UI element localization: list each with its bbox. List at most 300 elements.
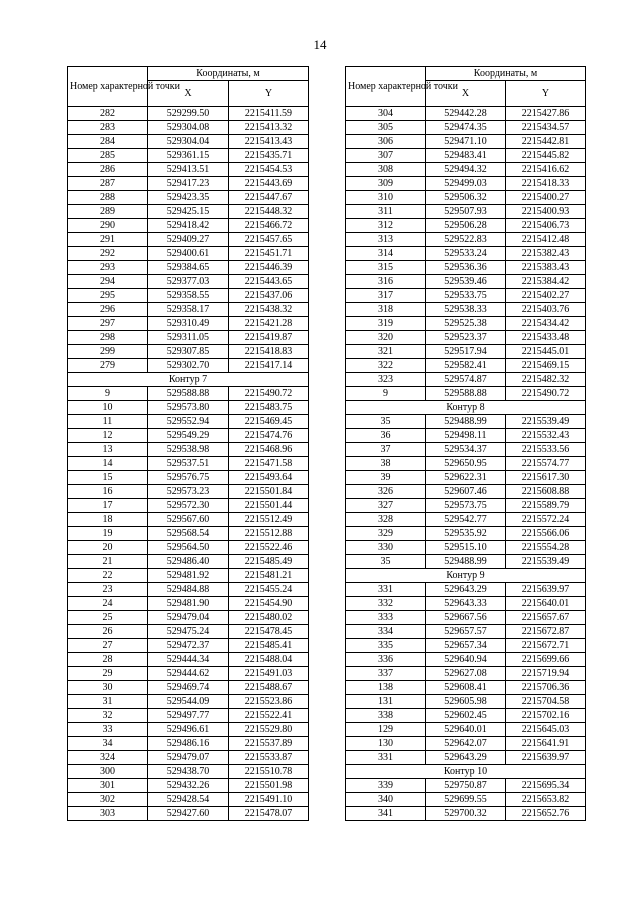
- y-cell: 2215488.04: [229, 653, 309, 667]
- point-number-cell: 28: [68, 653, 148, 667]
- y-cell: 2215471.58: [229, 457, 309, 471]
- y-cell: 2215702.16: [506, 709, 586, 723]
- point-number-cell: 290: [68, 219, 148, 233]
- x-cell: 529608.41: [426, 681, 506, 695]
- x-cell: 529498.11: [426, 429, 506, 443]
- table-row: [346, 541, 586, 555]
- y-cell: 2215443.65: [229, 275, 309, 289]
- point-number-cell: 25: [68, 611, 148, 625]
- x-cell: 529573.23: [148, 485, 229, 499]
- table-row: [346, 121, 586, 135]
- point-number-cell: 27: [68, 639, 148, 653]
- table-row: [346, 303, 586, 317]
- y-cell: 2215640.01: [506, 597, 586, 611]
- point-number-cell: 330: [346, 541, 426, 555]
- x-cell: 529533.75: [426, 289, 506, 303]
- table-row: [68, 401, 309, 415]
- table-row: [346, 359, 586, 373]
- y-cell: 2215434.57: [506, 121, 586, 135]
- y-cell: 2215402.27: [506, 289, 586, 303]
- y-cell: 2215641.91: [506, 737, 586, 751]
- y-cell: 2215537.89: [229, 737, 309, 751]
- y-cell: 2215434.42: [506, 317, 586, 331]
- table-row: [68, 513, 309, 527]
- y-cell: 2215413.32: [229, 121, 309, 135]
- x-cell: 529507.93: [426, 205, 506, 219]
- y-cell: 2215639.97: [506, 751, 586, 765]
- x-cell: 529483.41: [426, 149, 506, 163]
- table-row: [346, 331, 586, 345]
- point-number-cell: 309: [346, 177, 426, 191]
- x-cell: 529640.01: [426, 723, 506, 737]
- x-cell: 529549.29: [148, 429, 229, 443]
- table-row: [68, 233, 309, 247]
- point-number-cell: 23: [68, 583, 148, 597]
- point-number-cell: 22: [68, 569, 148, 583]
- table-row: [68, 135, 309, 149]
- y-cell: 2215653.82: [506, 793, 586, 807]
- y-cell: 2215522.41: [229, 709, 309, 723]
- table-row: [68, 247, 309, 261]
- point-number-cell: 37: [346, 443, 426, 457]
- y-cell: 2215412.48: [506, 233, 586, 247]
- x-cell: 529536.36: [426, 261, 506, 275]
- y-cell: 2215490.72: [506, 387, 586, 401]
- table-row: [346, 709, 586, 723]
- point-number-cell: 295: [68, 289, 148, 303]
- x-cell: 529432.26: [148, 779, 229, 793]
- point-number-cell: 298: [68, 331, 148, 345]
- table-row: [346, 779, 586, 793]
- x-cell: 529750.87: [426, 779, 506, 793]
- x-cell: 529588.88: [148, 387, 229, 401]
- y-cell: 2215589.79: [506, 499, 586, 513]
- x-cell: 529517.94: [426, 345, 506, 359]
- x-cell: 529657.57: [426, 625, 506, 639]
- point-number-cell: 284: [68, 135, 148, 149]
- point-number-cell: 339: [346, 779, 426, 793]
- point-number-cell: 334: [346, 625, 426, 639]
- y-cell: 2215384.42: [506, 275, 586, 289]
- point-number-cell: 329: [346, 527, 426, 541]
- point-number-cell: 341: [346, 807, 426, 821]
- y-cell: 2215421.28: [229, 317, 309, 331]
- coordinates-header: Координаты, м: [148, 67, 309, 81]
- x-cell: 529515.10: [426, 541, 506, 555]
- table-row: [346, 345, 586, 359]
- point-number-cell: 327: [346, 499, 426, 513]
- point-number-cell: 340: [346, 793, 426, 807]
- x-cell: 529643.29: [426, 751, 506, 765]
- x-cell: 529358.55: [148, 289, 229, 303]
- table-row: [68, 261, 309, 275]
- point-number-cell: 311: [346, 205, 426, 219]
- table-row: [346, 611, 586, 625]
- x-cell: 529418.42: [148, 219, 229, 233]
- x-cell: 529427.60: [148, 807, 229, 821]
- x-cell: 529533.24: [426, 247, 506, 261]
- x-cell: 529537.51: [148, 457, 229, 471]
- table-row: [346, 625, 586, 639]
- table-row: [346, 681, 586, 695]
- table-row: [68, 429, 309, 443]
- table-row: [68, 289, 309, 303]
- point-number-cell: 289: [68, 205, 148, 219]
- y-cell: 2215427.86: [506, 107, 586, 121]
- point-number-cell: 323: [346, 373, 426, 387]
- contour-row: [346, 765, 586, 779]
- coordinates-header: Координаты, м: [426, 67, 586, 81]
- point-number-cell: 138: [346, 681, 426, 695]
- point-number-cell: 35: [346, 555, 426, 569]
- table-row: [68, 205, 309, 219]
- y-cell: 2215501.44: [229, 499, 309, 513]
- y-cell: 2215491.03: [229, 667, 309, 681]
- table-row: [68, 709, 309, 723]
- y-cell: 2215566.06: [506, 527, 586, 541]
- x-cell: 529538.33: [426, 303, 506, 317]
- table-row: [68, 331, 309, 345]
- point-number-cell: 332: [346, 597, 426, 611]
- contour-title: Контур 9: [346, 569, 586, 583]
- point-number-cell: 32: [68, 709, 148, 723]
- x-cell: 529552.94: [148, 415, 229, 429]
- point-number-cell: 322: [346, 359, 426, 373]
- x-cell: 529538.98: [148, 443, 229, 457]
- point-number-cell: 35: [346, 415, 426, 429]
- x-cell: 529657.34: [426, 639, 506, 653]
- table-row: [346, 751, 586, 765]
- point-number-cell: 321: [346, 345, 426, 359]
- table-row: [68, 541, 309, 555]
- x-cell: 529413.51: [148, 163, 229, 177]
- point-number-cell: 12: [68, 429, 148, 443]
- x-cell: 529361.15: [148, 149, 229, 163]
- y-cell: 2215488.67: [229, 681, 309, 695]
- y-cell: 2215554.28: [506, 541, 586, 555]
- point-number-cell: 337: [346, 667, 426, 681]
- point-number-cell: 317: [346, 289, 426, 303]
- x-header: X: [148, 81, 229, 107]
- y-cell: 2215438.32: [229, 303, 309, 317]
- x-cell: 529307.85: [148, 345, 229, 359]
- y-cell: 2215532.43: [506, 429, 586, 443]
- x-cell: 529700.32: [426, 807, 506, 821]
- x-cell: 529650.95: [426, 457, 506, 471]
- point-number-cell: 16: [68, 485, 148, 499]
- y-cell: 2215451.71: [229, 247, 309, 261]
- x-cell: 529302.70: [148, 359, 229, 373]
- point-number-cell: 328: [346, 513, 426, 527]
- x-cell: 529479.07: [148, 751, 229, 765]
- point-number-cell: 303: [68, 807, 148, 821]
- point-number-cell: 310: [346, 191, 426, 205]
- x-cell: 529535.92: [426, 527, 506, 541]
- table-row: [346, 275, 586, 289]
- x-cell: 529576.75: [148, 471, 229, 485]
- table-row: [346, 457, 586, 471]
- y-cell: 2215383.43: [506, 261, 586, 275]
- x-cell: 529564.50: [148, 541, 229, 555]
- x-cell: 529667.56: [426, 611, 506, 625]
- point-number-cell: 292: [68, 247, 148, 261]
- y-cell: 2215418.33: [506, 177, 586, 191]
- x-cell: 529304.08: [148, 121, 229, 135]
- y-cell: 2215522.46: [229, 541, 309, 555]
- x-cell: 529494.32: [426, 163, 506, 177]
- point-number-header: Номер характерной точки: [68, 67, 148, 107]
- x-cell: 529542.77: [426, 513, 506, 527]
- point-number-cell: 279: [68, 359, 148, 373]
- table-row: [68, 765, 309, 779]
- table-row: [346, 373, 586, 387]
- table-row: [346, 429, 586, 443]
- y-cell: 2215417.14: [229, 359, 309, 373]
- y-cell: 2215645.03: [506, 723, 586, 737]
- point-number-cell: 11: [68, 415, 148, 429]
- x-cell: 529544.09: [148, 695, 229, 709]
- x-cell: 529481.92: [148, 569, 229, 583]
- x-cell: 529568.54: [148, 527, 229, 541]
- table-row: [346, 177, 586, 191]
- y-cell: 2215447.67: [229, 191, 309, 205]
- x-cell: 529539.46: [426, 275, 506, 289]
- y-cell: 2215510.78: [229, 765, 309, 779]
- x-cell: 529481.90: [148, 597, 229, 611]
- y-cell: 2215469.15: [506, 359, 586, 373]
- y-cell: 2215608.88: [506, 485, 586, 499]
- x-cell: 529423.35: [148, 191, 229, 205]
- table-row: [346, 135, 586, 149]
- point-number-cell: 312: [346, 219, 426, 233]
- x-cell: 529425.15: [148, 205, 229, 219]
- point-number-cell: 24: [68, 597, 148, 611]
- table-row: [346, 499, 586, 513]
- y-cell: 2215672.71: [506, 639, 586, 653]
- table-row: [68, 751, 309, 765]
- x-cell: 529622.31: [426, 471, 506, 485]
- y-cell: 2215400.93: [506, 205, 586, 219]
- y-cell: 2215406.73: [506, 219, 586, 233]
- x-cell: 529642.07: [426, 737, 506, 751]
- table-row: [68, 793, 309, 807]
- x-cell: 529534.37: [426, 443, 506, 457]
- x-cell: 529499.03: [426, 177, 506, 191]
- y-cell: 2215539.49: [506, 415, 586, 429]
- point-number-cell: 333: [346, 611, 426, 625]
- table-row: [68, 499, 309, 513]
- table-row: [346, 485, 586, 499]
- point-number-cell: 307: [346, 149, 426, 163]
- x-cell: 529475.24: [148, 625, 229, 639]
- y-cell: 2215382.43: [506, 247, 586, 261]
- point-number-cell: 288: [68, 191, 148, 205]
- y-cell: 2215413.43: [229, 135, 309, 149]
- table-row: [68, 737, 309, 751]
- page-number: 14: [313, 37, 327, 52]
- table-row: [68, 163, 309, 177]
- table-row: [68, 191, 309, 205]
- point-number-cell: 315: [346, 261, 426, 275]
- point-number-cell: 319: [346, 317, 426, 331]
- point-number-cell: 297: [68, 317, 148, 331]
- table-row: [68, 639, 309, 653]
- y-cell: 2215652.76: [506, 807, 586, 821]
- point-number-cell: 301: [68, 779, 148, 793]
- table-row: [68, 597, 309, 611]
- point-number-cell: 29: [68, 667, 148, 681]
- table-row: [346, 793, 586, 807]
- point-number-cell: 285: [68, 149, 148, 163]
- point-number-cell: 33: [68, 723, 148, 737]
- table-row: [346, 163, 586, 177]
- point-number-cell: 314: [346, 247, 426, 261]
- contour-title: Контур 8: [346, 401, 586, 415]
- point-number-cell: 30: [68, 681, 148, 695]
- x-cell: 529472.37: [148, 639, 229, 653]
- table-row: [68, 471, 309, 485]
- point-number-cell: 129: [346, 723, 426, 737]
- table-row: [346, 191, 586, 205]
- contour-title: Контур 7: [68, 373, 309, 387]
- table-row: [346, 149, 586, 163]
- point-number-cell: 34: [68, 737, 148, 751]
- y-cell: 2215478.07: [229, 807, 309, 821]
- point-number-cell: 130: [346, 737, 426, 751]
- y-cell: 2215419.87: [229, 331, 309, 345]
- table-row: [68, 457, 309, 471]
- x-cell: 529377.03: [148, 275, 229, 289]
- point-number-cell: 9: [346, 387, 426, 401]
- table-row: [346, 695, 586, 709]
- y-cell: 2215490.72: [229, 387, 309, 401]
- table-row: [68, 667, 309, 681]
- table-row: [68, 345, 309, 359]
- table-row: [346, 289, 586, 303]
- point-number-header: Номер характерной точки: [346, 67, 426, 107]
- y-cell: 2215501.98: [229, 779, 309, 793]
- point-number-cell: 299: [68, 345, 148, 359]
- table-row: [346, 639, 586, 653]
- x-cell: 529488.99: [426, 415, 506, 429]
- y-cell: 2215448.32: [229, 205, 309, 219]
- y-cell: 2215403.76: [506, 303, 586, 317]
- table-row: [346, 415, 586, 429]
- table-row: [68, 681, 309, 695]
- x-cell: 529523.37: [426, 331, 506, 345]
- table-row: [346, 667, 586, 681]
- table-row: [346, 653, 586, 667]
- point-number-cell: 338: [346, 709, 426, 723]
- y-cell: 2215482.32: [506, 373, 586, 387]
- y-cell: 2215474.76: [229, 429, 309, 443]
- table-row: [346, 317, 586, 331]
- point-number-cell: 300: [68, 765, 148, 779]
- table-row: [68, 415, 309, 429]
- table-row: [68, 303, 309, 317]
- x-cell: 529409.27: [148, 233, 229, 247]
- table-row: [346, 807, 586, 821]
- x-cell: 529358.17: [148, 303, 229, 317]
- table-row: [68, 625, 309, 639]
- point-number-cell: 19: [68, 527, 148, 541]
- x-cell: 529417.23: [148, 177, 229, 191]
- x-cell: 529486.16: [148, 737, 229, 751]
- y-cell: 2215512.88: [229, 527, 309, 541]
- table-row: [68, 569, 309, 583]
- x-cell: 529640.94: [426, 653, 506, 667]
- x-cell: 529299.50: [148, 107, 229, 121]
- point-number-cell: 305: [346, 121, 426, 135]
- point-number-cell: 283: [68, 121, 148, 135]
- y-cell: 2215454.90: [229, 597, 309, 611]
- y-cell: 2215572.24: [506, 513, 586, 527]
- point-number-cell: 26: [68, 625, 148, 639]
- point-number-cell: 335: [346, 639, 426, 653]
- y-cell: 2215706.36: [506, 681, 586, 695]
- y-cell: 2215435.71: [229, 149, 309, 163]
- y-cell: 2215480.02: [229, 611, 309, 625]
- table-row: [68, 583, 309, 597]
- y-cell: 2215446.39: [229, 261, 309, 275]
- y-cell: 2215699.66: [506, 653, 586, 667]
- x-cell: 529496.61: [148, 723, 229, 737]
- y-cell: 2215457.65: [229, 233, 309, 247]
- table-row: [68, 779, 309, 793]
- table-row: [68, 807, 309, 821]
- x-cell: 529384.65: [148, 261, 229, 275]
- point-number-cell: 291: [68, 233, 148, 247]
- table-row: [68, 555, 309, 569]
- y-cell: 2215454.53: [229, 163, 309, 177]
- table-row: [346, 555, 586, 569]
- x-cell: 529444.34: [148, 653, 229, 667]
- table-row: [68, 149, 309, 163]
- y-cell: 2215704.58: [506, 695, 586, 709]
- contour-row: [346, 401, 586, 415]
- x-cell: 529572.30: [148, 499, 229, 513]
- point-number-cell: 324: [68, 751, 148, 765]
- table-row: [68, 359, 309, 373]
- y-cell: 2215445.82: [506, 149, 586, 163]
- point-number-cell: 306: [346, 135, 426, 149]
- x-cell: 529573.75: [426, 499, 506, 513]
- y-cell: 2215512.49: [229, 513, 309, 527]
- point-number-cell: 326: [346, 485, 426, 499]
- table-row: [68, 723, 309, 737]
- y-cell: 2215469.45: [229, 415, 309, 429]
- point-number-cell: 21: [68, 555, 148, 569]
- x-cell: 529567.60: [148, 513, 229, 527]
- x-cell: 529484.88: [148, 583, 229, 597]
- table-row: [346, 471, 586, 485]
- x-cell: 529400.61: [148, 247, 229, 261]
- x-cell: 529699.55: [426, 793, 506, 807]
- y-header: Y: [506, 81, 586, 107]
- point-number-cell: 294: [68, 275, 148, 289]
- x-cell: 529438.70: [148, 765, 229, 779]
- table-row: [68, 695, 309, 709]
- point-number-cell: 9: [68, 387, 148, 401]
- point-number-cell: 302: [68, 793, 148, 807]
- point-number-cell: 313: [346, 233, 426, 247]
- coordinates-table-right: [345, 66, 586, 821]
- point-number-cell: 304: [346, 107, 426, 121]
- point-number-cell: 14: [68, 457, 148, 471]
- x-cell: 529643.33: [426, 597, 506, 611]
- point-number-cell: 39: [346, 471, 426, 485]
- x-cell: 529311.05: [148, 331, 229, 345]
